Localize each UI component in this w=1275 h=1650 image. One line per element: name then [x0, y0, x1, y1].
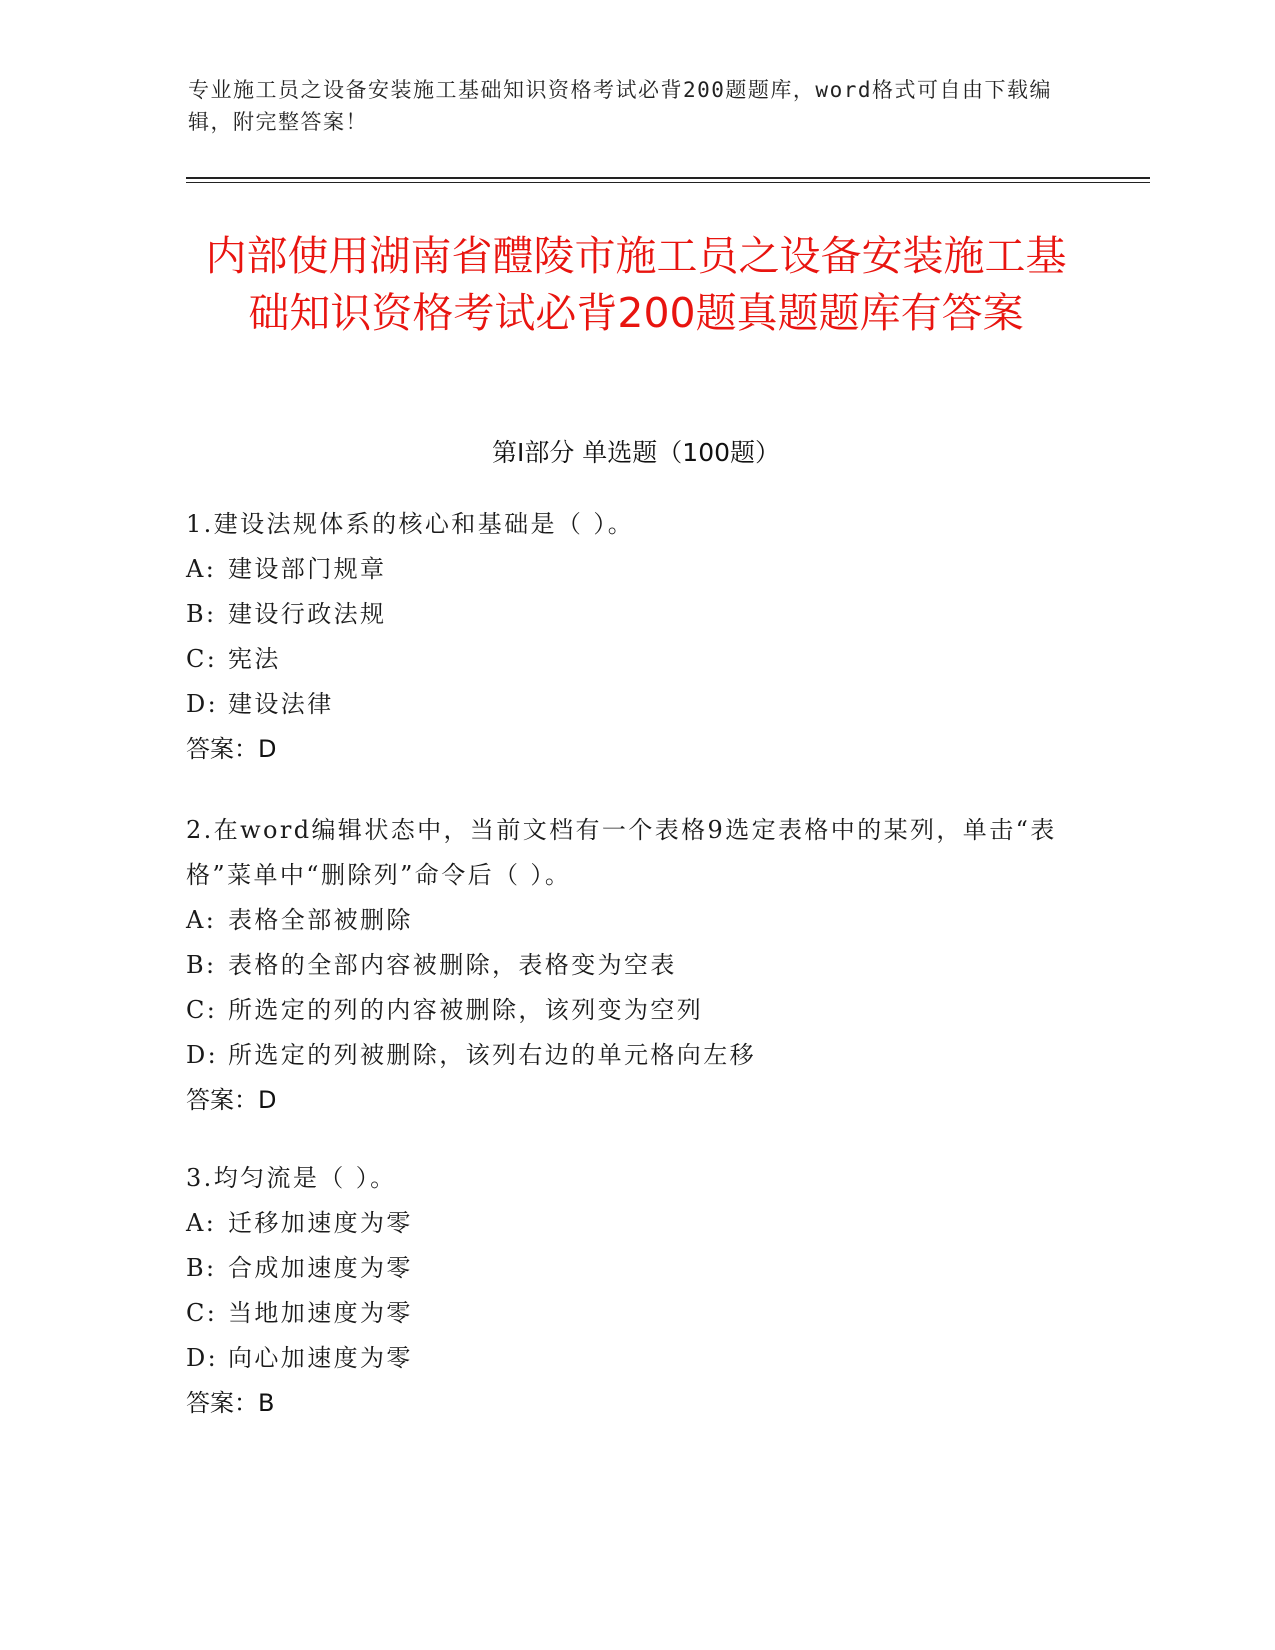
option-letter: B:: [186, 600, 217, 628]
option-text: 所选定的列的内容被删除，该列变为空列: [228, 996, 704, 1024]
option-d: [186, 682, 1086, 727]
answer-line: 答案：D: [186, 1086, 277, 1114]
option-text: 建设法律: [228, 690, 334, 718]
option-text: 当地加速度为零: [228, 1299, 413, 1327]
section-title: 第Ⅰ部分 单选题（100题）: [491, 438, 781, 467]
question-2: [186, 808, 1086, 1123]
answer-line: 答案：D: [186, 735, 277, 763]
option-letter: C:: [186, 996, 218, 1024]
option-text: 宪法: [228, 645, 281, 673]
option-letter: C:: [186, 645, 218, 673]
option-letter: D:: [186, 690, 219, 718]
option-a: [186, 898, 1086, 943]
option-text: 表格的全部内容被删除，表格变为空表: [228, 951, 677, 979]
option-letter: A:: [186, 1209, 217, 1237]
answer-line: 答案：B: [186, 1389, 275, 1417]
option-text: 合成加速度为零: [228, 1254, 413, 1282]
option-d: [186, 1033, 1086, 1078]
option-c: [186, 988, 1086, 1033]
option-letter: A:: [186, 906, 217, 934]
option-a: [186, 547, 1086, 592]
option-text: 建设部门规章: [228, 555, 387, 583]
option-c: [186, 637, 1086, 682]
option-letter: A:: [186, 555, 217, 583]
header-note: 专业施工员之设备安装施工基础知识资格考试必背200题题库，word格式可自由下载编辑，附完整答案！: [188, 78, 1052, 134]
header-divider-thin: [186, 182, 1150, 183]
option-b: [186, 592, 1086, 637]
option-letter: B:: [186, 951, 217, 979]
option-d: [186, 1336, 1086, 1381]
question-stem: 1.建设法规体系的核心和基础是（ ）。: [186, 510, 635, 538]
question-stem: 3.均匀流是（ ）。: [186, 1164, 397, 1192]
option-b: [186, 943, 1086, 988]
option-text: 表格全部被删除: [228, 906, 413, 934]
option-b: [186, 1246, 1086, 1291]
document-title: 内部使用湖南省醴陵市施工员之设备安装施工基础知识资格考试必背200题真题题库有答案: [205, 232, 1067, 337]
option-text: 向心加速度为零: [228, 1344, 413, 1372]
option-letter: C:: [186, 1299, 218, 1327]
option-text: 建设行政法规: [228, 600, 387, 628]
option-text: 所选定的列被删除，该列右边的单元格向左移: [228, 1041, 756, 1069]
question-stem: 2.在word编辑状态中，当前文档有一个表格9选定表格中的某列，单击“表格”菜单中“删除列”命令后（ ）。: [186, 816, 1057, 889]
option-a: [186, 1201, 1086, 1246]
option-letter: B:: [186, 1254, 217, 1282]
option-letter: D:: [186, 1344, 219, 1372]
question-1: [186, 502, 1086, 772]
question-3: [186, 1156, 1086, 1426]
header-divider-thick: [186, 177, 1150, 179]
option-c: [186, 1291, 1086, 1336]
option-letter: D:: [186, 1041, 219, 1069]
option-text: 迁移加速度为零: [228, 1209, 413, 1237]
